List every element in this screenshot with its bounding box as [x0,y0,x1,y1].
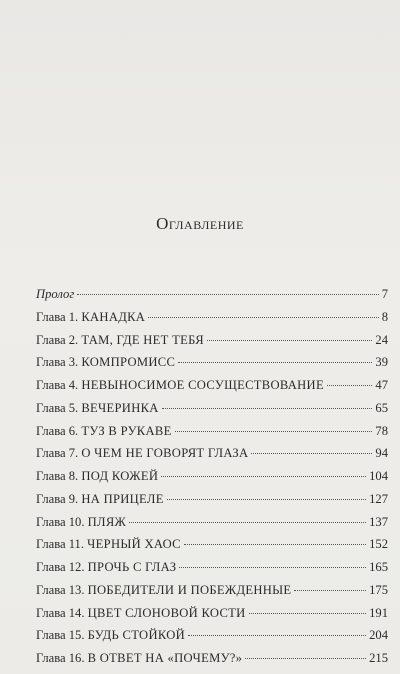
page-title: Оглавление [156,214,244,233]
chapter-title: КАНАДКА [81,309,146,324]
dot-leader [245,657,366,659]
chapter-number: Глава 10. [36,514,85,529]
dot-leader [148,316,379,318]
toc-entry [36,537,388,560]
page-number: 78 [375,423,388,438]
toc-entry-label [36,606,246,621]
chapter-number: Глава 3. [36,355,79,370]
dot-leader [207,339,372,341]
chapter-number: Глава 13. [36,582,85,597]
toc-entry-label [36,628,185,643]
toc-entry [36,628,388,651]
toc-entry-label [36,424,172,439]
dot-leader [129,521,366,523]
page-number: 8 [381,309,388,324]
toc-entry [36,606,388,629]
toc-entry-label [36,515,126,530]
chapter-title: ПРОЧЬ С ГЛАЗ [87,560,177,574]
toc-entry [36,333,388,356]
toc-entry [36,446,388,469]
chapter-number: Глава 1. [36,309,79,324]
toc-entry [36,287,388,310]
chapter-number: Глава 5. [36,400,79,415]
chapter-title: Пролог [36,287,75,301]
chapter-title: ПОД КОЖЕЙ [81,469,159,483]
page-number: 104 [369,469,388,483]
toc-entry-label [36,310,145,325]
dot-leader [249,612,367,614]
chapter-number: Глава 16. [36,651,85,665]
page-number: 165 [369,560,388,574]
chapter-title: О ЧЕМ НЕ ГОВОРЯТ ГЛАЗА [81,446,249,461]
page-number: 137 [369,514,388,529]
chapter-title: КОМПРОМИСС [81,355,176,370]
toc-entry-label [36,446,248,461]
dot-leader [77,293,378,295]
dot-leader [167,498,366,500]
chapter-number: Глава 8. [36,469,79,483]
toc-entry-label [36,401,159,416]
dot-leader [327,384,372,386]
toc-entry [36,651,388,674]
toc-entry-label [36,560,176,575]
page-number: 39 [375,355,388,370]
toc-entry-label [36,469,158,484]
page-number: 94 [375,446,388,461]
chapter-number: Глава 6. [36,423,79,438]
page-number: 152 [369,537,388,552]
chapter-title: ПЛЯЖ [87,514,127,529]
chapter-number: Глава 7. [36,446,79,461]
dot-leader [184,543,366,545]
dot-leader [294,589,366,591]
page-number: 7 [381,287,388,301]
dot-leader [161,475,366,477]
toc-entry [36,378,388,401]
toc-entry-label [36,378,324,393]
page-number: 191 [369,605,388,620]
chapter-number: Глава 11. [36,537,85,552]
toc-entry [36,401,388,424]
toc-entry-label [36,492,164,507]
dot-leader [175,430,373,432]
dot-leader [179,566,366,568]
toc-entry-label [36,333,204,348]
table-of-contents [36,287,388,674]
chapter-title: ТУЗ В РУКАВЕ [81,423,172,438]
page-number: 47 [375,378,388,392]
toc-entry-label [36,583,291,598]
dot-leader [251,452,372,454]
chapter-number: Глава 12. [36,560,85,574]
toc-entry-label [36,287,74,302]
dot-leader [188,634,366,636]
page-number: 65 [375,400,388,415]
toc-entry [36,424,388,447]
toc-entry-label [36,537,181,552]
chapter-title: ТАМ, ГДЕ НЕТ ТЕБЯ [81,332,204,347]
toc-entry [36,355,388,378]
toc-entry [36,583,388,606]
page-number: 215 [369,651,388,665]
chapter-number: Глава 15. [36,628,85,643]
page-number: 204 [369,628,388,643]
page-number: 24 [375,332,388,347]
page-number: 127 [369,491,388,506]
toc-entry [36,515,388,538]
chapter-number: Глава 14. [36,605,85,620]
chapter-title: ЧЕРНЫЙ ХАОС [87,537,181,552]
toc-entry [36,310,388,333]
chapter-title: ВЕЧЕРИНКА [81,400,159,415]
dot-leader [162,407,373,409]
toc-entry [36,492,388,515]
chapter-number: Глава 4. [36,378,79,392]
chapter-number: Глава 2. [36,332,79,347]
toc-entry [36,469,388,492]
chapter-title: ПОБЕДИТЕЛИ И ПОБЕЖДЕННЫЕ [87,582,292,597]
dot-leader [178,361,372,363]
page-number: 175 [369,582,388,597]
chapter-title: В ОТВЕТ НА «ПОЧЕМУ?» [87,651,243,665]
toc-entry [36,560,388,583]
toc-entry-label [36,355,175,370]
toc-entry-label [36,651,242,666]
chapter-title: БУДЬ СТОЙКОЙ [87,628,186,643]
chapter-number: Глава 9. [36,491,79,506]
chapter-title: ЦВЕТ СЛОНОВОЙ КОСТИ [87,605,246,620]
chapter-title: НА ПРИЦЕЛЕ [81,491,164,506]
chapter-title: НЕВЫНОСИМОЕ СОСУЩЕСТВОВАНИЕ [81,378,324,392]
